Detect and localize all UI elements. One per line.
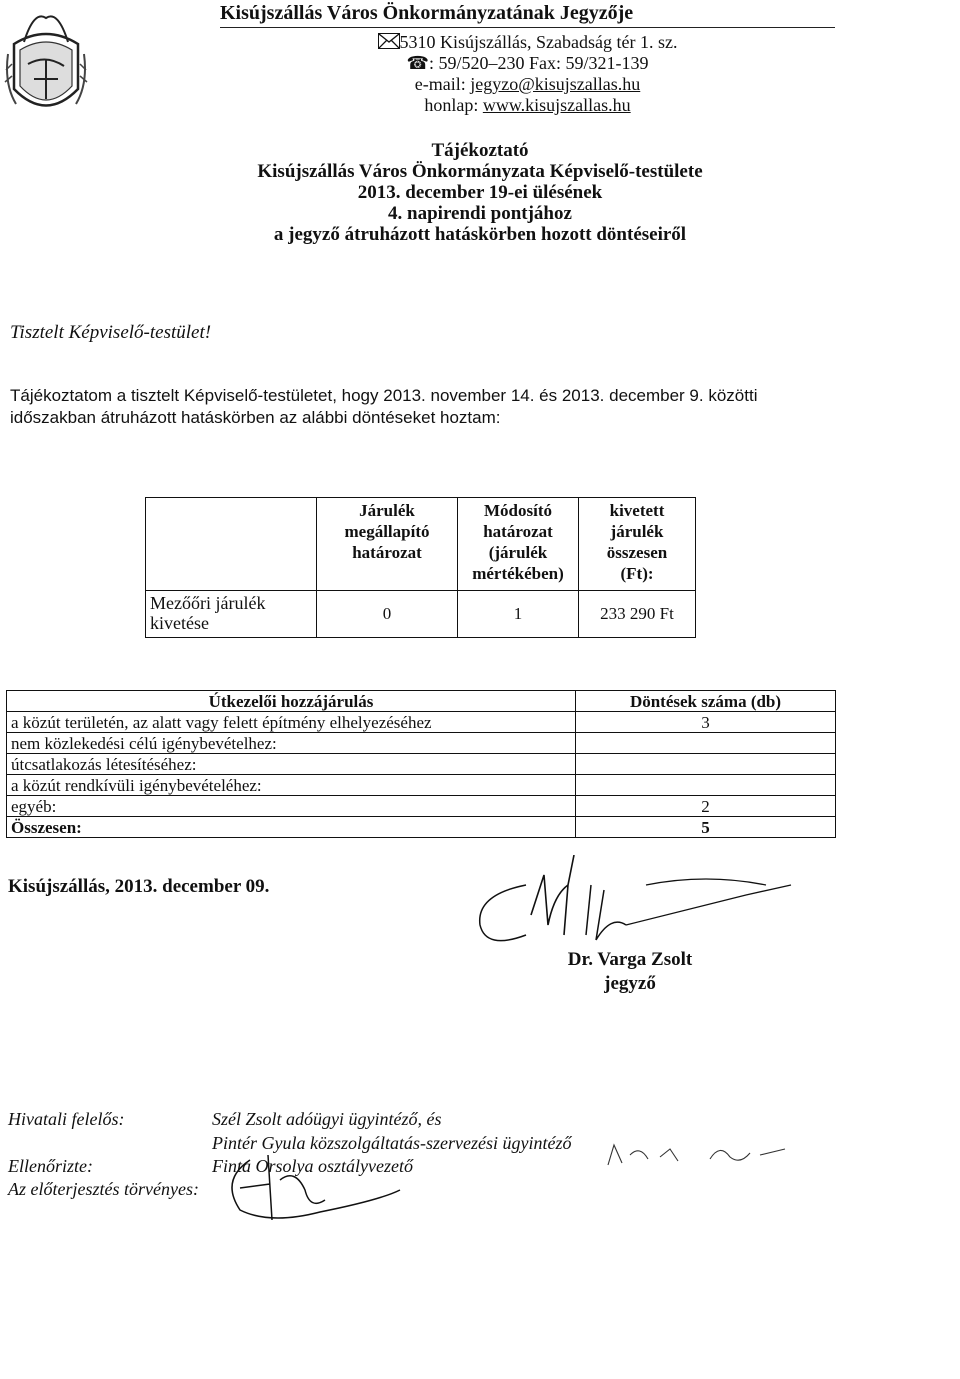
- signer-name: Dr. Varga Zsolt: [567, 949, 693, 970]
- approval-signature: [210, 1150, 410, 1225]
- info-line-2: Kisújszállás Város Önkormányzata Képviselő-testülete: [257, 161, 703, 182]
- road-permit-table: [6, 690, 836, 838]
- table-row: egyéb: 2: [7, 796, 836, 817]
- web-link[interactable]: www.kisujszallas.hu: [482, 95, 631, 115]
- col-header-assessment: Járulék megállapító határozat: [317, 498, 458, 591]
- checked-by: Finta Orsolya osztályvezető: [212, 1156, 413, 1176]
- legality-label: Az előterjesztés törvényes:: [8, 1179, 199, 1199]
- header-decision-count: Döntések száma (db): [576, 691, 836, 712]
- value-total: 233 290 Ft: [579, 591, 696, 638]
- responsible-line-1: Szél Zsolt adóügyi ügyintéző, és: [212, 1109, 442, 1129]
- address: 5310 Kisújszállás, Szabadság tér 1. sz.: [399, 32, 678, 52]
- col-header-total: kivetett járulék összesen (Ft):: [579, 498, 696, 591]
- table-row: nem közlekedési célú igénybevételhez:: [7, 733, 836, 754]
- signer-title: jegyző: [604, 973, 656, 994]
- info-line-1: Tájékoztató: [431, 140, 529, 161]
- total-row: Összesen: 5: [7, 817, 836, 838]
- table-row: útcsatlakozás létesítéséhez:: [7, 754, 836, 775]
- web-label: honlap:: [424, 95, 483, 115]
- greeting: Tisztelt Képviselő-testület!: [10, 322, 212, 343]
- info-line-4: 4. napirendi pontjához: [388, 203, 572, 224]
- envelope-icon: [378, 33, 400, 49]
- row-label-field-guard-levy: Mezőőri járulék kivetése: [146, 591, 317, 638]
- value-modification: 1: [458, 591, 579, 638]
- header-road-consent: Útkezelői hozzájárulás: [7, 691, 576, 712]
- office-title: Kisújszállás Város Önkormányzatának Jegyzője: [220, 2, 835, 28]
- intro-paragraph: Tájékoztatom a tisztelt Képviselő-testületet, hogy 2013. november 14. és 2013. december 9. közötti időszakban átruházott hatáskörben az alábbi döntéseket hoztam:: [10, 386, 758, 427]
- letterhead: [220, 2, 835, 116]
- initials-scribble: [600, 1135, 790, 1175]
- email-link[interactable]: jegyzo@kisujszallas.hu: [470, 74, 641, 94]
- handwritten-signature: [446, 855, 796, 960]
- col-header-modification: Módosító határozat (járulék mértékében): [458, 498, 579, 591]
- responsible-line-2: Pintér Gyula közszolgáltatás-szervezési ügyintéző: [212, 1133, 572, 1153]
- place-and-date: Kisújszállás, 2013. december 09.: [8, 876, 270, 897]
- info-line-5: a jegyző átruházott hatáskörben hozott döntéseiről: [273, 224, 687, 245]
- table-row: a közút rendkívüli igénybevételéhez:: [7, 775, 836, 796]
- value-assessment: 0: [317, 591, 458, 638]
- checked-label: Ellenőrizte:: [8, 1156, 93, 1176]
- info-heading: [0, 140, 960, 245]
- levy-table: [145, 497, 696, 638]
- city-crest-logo: [4, 4, 88, 128]
- email-label: e-mail:: [414, 74, 471, 94]
- phone-icon: ☎: [406, 53, 429, 73]
- signer-block: [540, 948, 720, 996]
- info-line-3: 2013. december 19-ei ülésének: [357, 182, 603, 203]
- phone-fax: : 59/520–230 Fax: 59/321-139: [428, 53, 649, 73]
- responsible-label: Hivatali felelős:: [8, 1109, 125, 1129]
- table-row: a közút területén, az alatt vagy felett építmény elhelyezéséhez 3: [7, 712, 836, 733]
